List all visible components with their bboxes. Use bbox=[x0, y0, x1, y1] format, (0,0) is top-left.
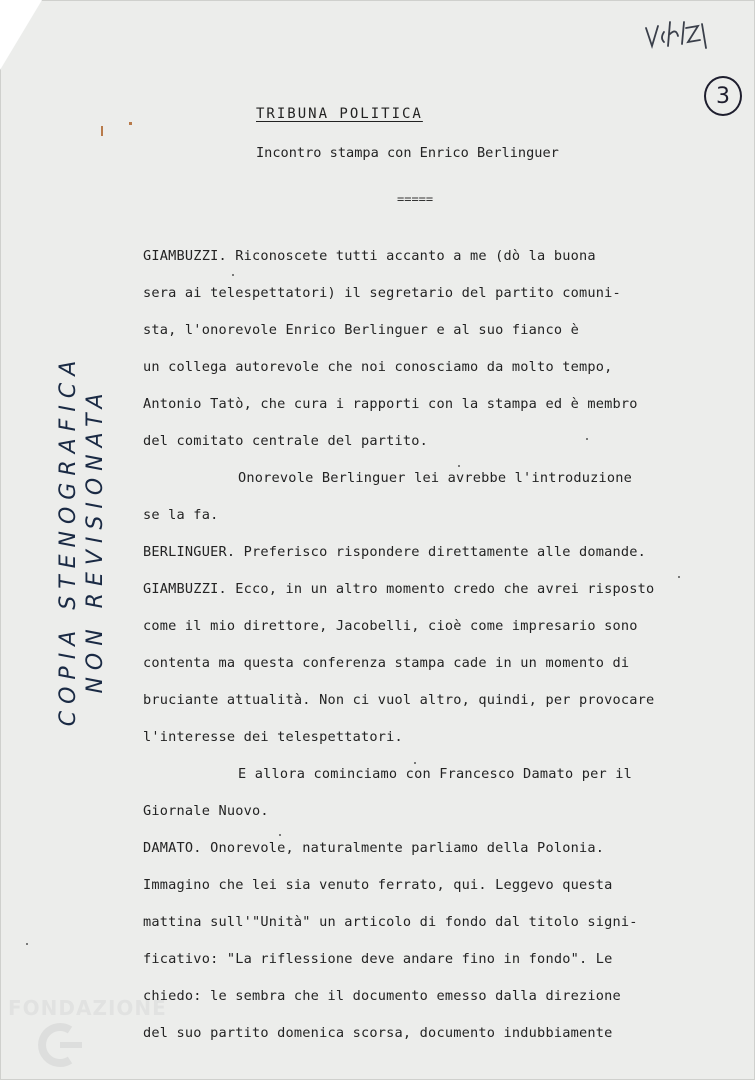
transcript-line: mattina sull'"Unità" un articolo di fondo dal titolo signi- bbox=[143, 914, 638, 930]
staple-mark bbox=[101, 126, 103, 136]
ink-speck bbox=[586, 438, 588, 440]
transcript-line: Onorevole Berlinguer lei avrebbe l'introduzione bbox=[238, 470, 633, 486]
foundation-watermark bbox=[8, 996, 198, 1072]
transcript-line: sta, l'onorevole Enrico Berlinguer e al suo fianco è bbox=[143, 322, 579, 338]
transcript-line: un collega autorevole che noi conosciamo da molto tempo, bbox=[143, 359, 613, 375]
watermark-logo bbox=[30, 1022, 100, 1068]
document-subtitle: Incontro stampa con Enrico Berlinguer bbox=[256, 145, 559, 161]
separator: ===== bbox=[397, 192, 434, 206]
transcript-line: chiedo: le sembra che il documento emesso dalla direzione bbox=[143, 988, 621, 1004]
ink-speck bbox=[678, 576, 680, 578]
ink-speck bbox=[232, 274, 234, 276]
document-title: TRIBUNA POLITICA bbox=[256, 106, 423, 122]
watermark-text: FONDAZIONE bbox=[8, 996, 167, 1020]
staple-mark bbox=[129, 122, 132, 125]
transcript-line: ficativo: "La riflessione deve andare fino in fondo". Le bbox=[143, 951, 613, 967]
ink-speck bbox=[279, 834, 281, 836]
page-number-circled bbox=[704, 76, 742, 116]
page-number: 3 bbox=[716, 83, 730, 109]
transcript-line: del suo partito domenica scorsa, documento indubbiamente bbox=[143, 1025, 613, 1041]
transcript-line: se la fa. bbox=[143, 507, 219, 523]
transcript-line: come il mio direttore, Jacobelli, cioè come impresario sono bbox=[143, 618, 638, 634]
handwritten-initials bbox=[644, 18, 714, 52]
transcript-line: Antonio Tatò, che cura i rapporti con la stampa ed è membro bbox=[143, 396, 638, 412]
transcript-body bbox=[143, 244, 733, 1058]
transcript-line: GIAMBUZZI. Riconoscete tutti accanto a me (dò la buona bbox=[143, 248, 596, 264]
transcript-line: E allora cominciamo con Francesco Damato per il bbox=[238, 766, 633, 782]
stamp-line-2: NON REVISIONATA bbox=[83, 386, 108, 694]
transcript-line: l'interesse dei telespettatori. bbox=[143, 729, 403, 745]
transcript-line: BERLINGUER. Preferisco rispondere direttamente alle domande. bbox=[143, 544, 647, 560]
transcript-line: Immagino che lei sia venuto ferrato, qui. Leggevo questa bbox=[143, 877, 613, 893]
transcript-line: sera ai telespettatori) il segretario del partito comuni- bbox=[143, 285, 621, 301]
stamp-line-1: COPIA STENOGRAFICA bbox=[56, 353, 81, 727]
transcript-line: GIAMBUZZI. Ecco, in un altro momento credo che avrei risposto bbox=[143, 581, 655, 597]
folded-corner bbox=[0, 0, 42, 70]
transcript-line: Giornale Nuovo. bbox=[143, 803, 269, 819]
transcript-line: bruciante attualità. Non ci vuol altro, quindi, per provocare bbox=[143, 692, 655, 708]
handwritten-stamp bbox=[55, 310, 109, 770]
ink-speck bbox=[26, 943, 28, 945]
transcript-line: contenta ma questa conferenza stampa cade in un momento di bbox=[143, 655, 630, 671]
ink-speck bbox=[414, 762, 416, 764]
ink-speck bbox=[458, 465, 460, 467]
transcript-line: DAMATO. Onorevole, naturalmente parliamo della Polonia. bbox=[143, 840, 605, 856]
transcript-line: del comitato centrale del partito. bbox=[143, 433, 429, 449]
